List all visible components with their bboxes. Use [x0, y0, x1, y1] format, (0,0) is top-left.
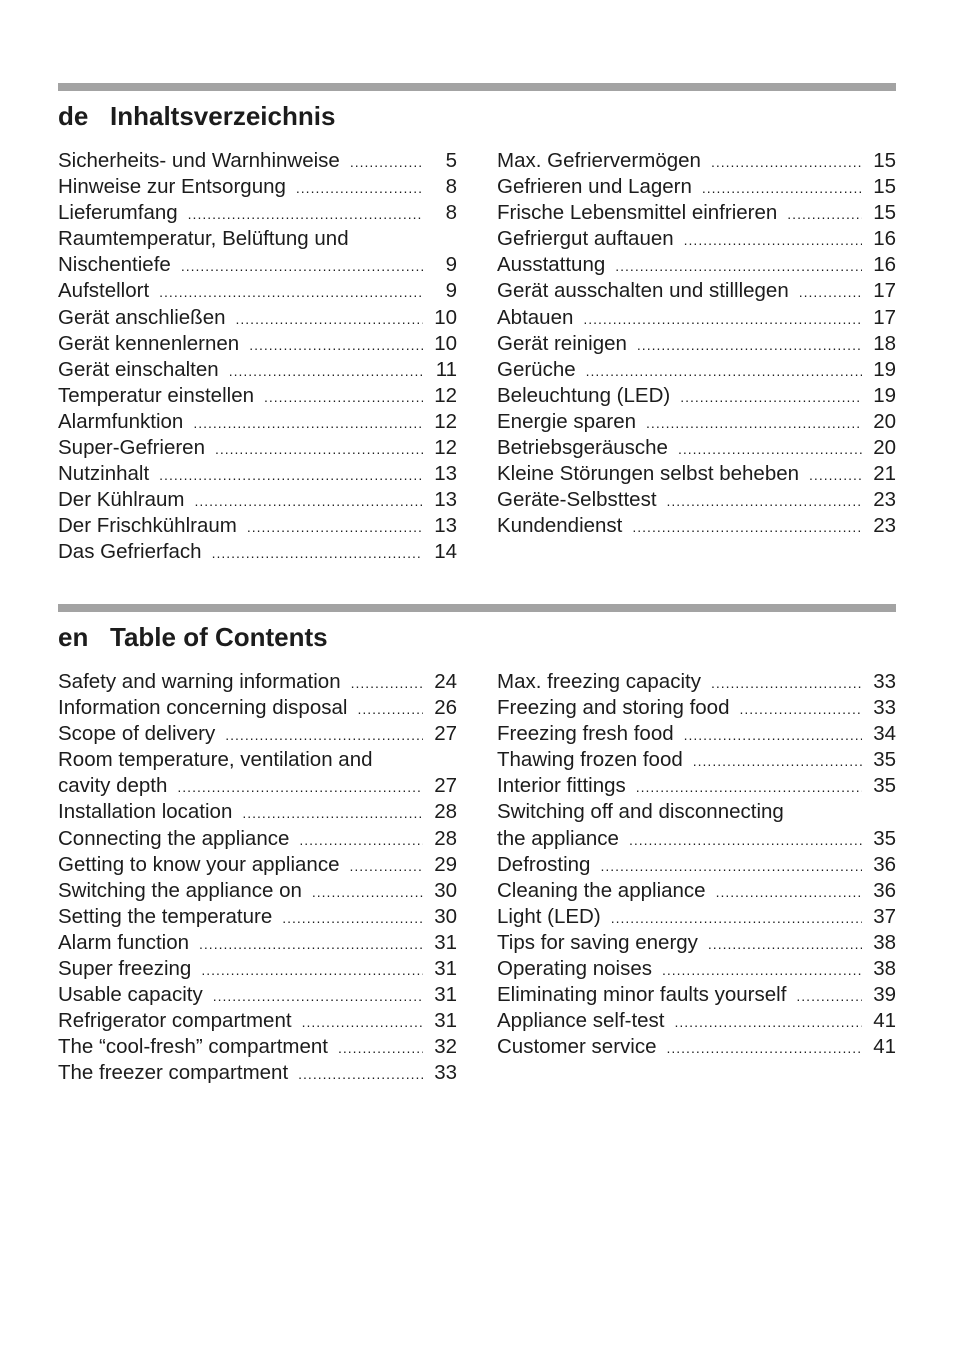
dot-leader	[264, 384, 423, 410]
toc-entry-title: Defrosting	[497, 852, 591, 876]
dot-leader	[711, 670, 862, 696]
dot-leader	[188, 201, 423, 227]
dot-leader	[299, 827, 423, 853]
dot-leader	[702, 175, 862, 201]
toc-entry-page: 5	[445, 149, 457, 172]
toc-entry-page: 34	[873, 722, 896, 746]
dot-leader	[615, 253, 862, 279]
toc-entry[interactable]	[58, 278, 457, 304]
toc-entry[interactable]	[497, 695, 896, 721]
dot-leader	[199, 931, 423, 957]
toc-column-right	[497, 669, 896, 1060]
toc-entry[interactable]	[497, 487, 896, 513]
toc-entry[interactable]	[497, 200, 896, 226]
toc-entry[interactable]	[58, 539, 457, 565]
toc-entry-page: 32	[434, 1035, 457, 1059]
toc-entry[interactable]	[58, 747, 457, 773]
dot-leader	[586, 358, 862, 384]
toc-entry[interactable]	[58, 695, 457, 721]
toc-entry[interactable]	[497, 148, 896, 174]
language-code: en	[58, 622, 89, 652]
toc-entry[interactable]	[58, 956, 457, 982]
toc-entry[interactable]	[58, 1008, 457, 1034]
toc-entry-title: The freezer compartment	[58, 1061, 289, 1085]
dot-leader	[667, 488, 862, 514]
dot-leader	[159, 462, 423, 488]
toc-entry-page: 15	[873, 149, 896, 172]
toc-entry[interactable]	[497, 331, 896, 357]
section-divider	[58, 604, 896, 612]
toc-section-en	[58, 604, 896, 1084]
toc-entry-title: Kleine Störungen selbst beheben	[497, 462, 800, 486]
toc-entry-title: Information concerning disposal	[58, 696, 348, 720]
toc-entry[interactable]	[58, 252, 457, 278]
toc-entry-page: 11	[435, 357, 457, 381]
toc-entry-title: Operating noises	[497, 957, 652, 981]
toc-entry-page: 23	[873, 514, 896, 538]
toc-entry[interactable]	[497, 826, 896, 852]
toc-entry[interactable]	[497, 669, 896, 695]
toc-entry-page: 24	[434, 670, 457, 693]
toc-entry-title: Frische Lebensmittel einfrieren	[497, 201, 778, 225]
toc-entry-page: 36	[873, 852, 896, 876]
toc-entry[interactable]	[58, 461, 457, 487]
toc-entry[interactable]	[58, 799, 457, 825]
toc-column-left	[58, 148, 457, 566]
dot-leader	[296, 175, 423, 201]
toc-entry[interactable]	[497, 1008, 896, 1034]
dot-leader	[646, 410, 862, 436]
toc-entry[interactable]	[497, 357, 896, 383]
toc-entry-page: 39	[873, 983, 896, 1007]
toc-entry-page: 10	[434, 305, 457, 329]
dot-leader	[678, 436, 862, 462]
toc-entry-page: 9	[445, 279, 457, 303]
toc-entry[interactable]	[497, 174, 896, 200]
toc-entry-title: Raumtemperatur, Belüftung und	[58, 227, 349, 251]
dot-leader	[680, 384, 862, 410]
toc-entry-page: 16	[873, 227, 896, 251]
toc-entry[interactable]	[58, 1060, 457, 1086]
toc-entry-title: Gerät kennenlernen	[58, 331, 240, 355]
toc-entry-title: Sicherheits- und Warnhinweise	[58, 149, 340, 172]
toc-entry-title: Gefrieren und Lagern	[497, 175, 692, 199]
toc-entry-page: 33	[873, 670, 896, 693]
dot-leader	[201, 957, 423, 983]
toc-entry[interactable]	[58, 852, 457, 878]
toc-entry-title: Gerät reinigen	[497, 331, 627, 355]
dot-leader	[351, 670, 423, 696]
toc-entry-title: Gefriergut auftauen	[497, 227, 674, 251]
dot-leader	[212, 540, 423, 566]
dot-leader	[600, 853, 862, 879]
section-title: Inhaltsverzeichnis	[110, 101, 336, 131]
toc-entry[interactable]	[58, 174, 457, 200]
toc-entry-title: Switching off and disconnecting	[497, 800, 784, 824]
dot-leader	[684, 722, 862, 748]
toc-entry[interactable]	[497, 721, 896, 747]
toc-entry-page: 30	[434, 878, 457, 902]
toc-entry-title: Nutzinhalt	[58, 462, 150, 486]
toc-entry-title: Alarm function	[58, 930, 190, 954]
toc-entry-title: Der Kühlraum	[58, 488, 185, 512]
toc-entry-title: Safety and warning information	[58, 670, 341, 693]
toc-entry[interactable]	[58, 773, 457, 799]
toc-entry[interactable]	[497, 904, 896, 930]
toc-entry[interactable]	[58, 383, 457, 409]
dot-leader	[787, 201, 862, 227]
toc-entry-page: 13	[434, 514, 457, 538]
dot-leader	[247, 514, 423, 540]
toc-entry[interactable]	[497, 305, 896, 331]
toc-entry-page: 35	[873, 748, 896, 772]
dot-leader	[349, 853, 423, 879]
toc-entry[interactable]	[58, 982, 457, 1008]
toc-entry[interactable]	[497, 982, 896, 1008]
toc-entry-page: 10	[434, 331, 457, 355]
toc-entry-title: Usable capacity	[58, 983, 203, 1007]
dot-leader	[693, 748, 862, 774]
toc-entry[interactable]	[58, 305, 457, 331]
toc-entry-page: 18	[873, 331, 896, 355]
toc-entry-page: 15	[873, 201, 896, 225]
toc-entry-title: Super freezing	[58, 957, 192, 981]
toc-entry-title: Customer service	[497, 1035, 657, 1059]
toc-entry-title: Max. freezing capacity	[497, 670, 701, 693]
dot-leader	[632, 514, 862, 540]
toc-entry[interactable]	[58, 930, 457, 956]
dot-leader	[177, 774, 423, 800]
dot-leader	[799, 279, 862, 305]
dot-leader	[716, 879, 862, 905]
toc-entry-title: Hinweise zur Entsorgung	[58, 175, 286, 199]
toc-entry-page: 38	[873, 957, 896, 981]
dot-leader	[350, 149, 423, 175]
toc-entry-page: 17	[873, 305, 896, 329]
toc-entry-title: Temperatur einstellen	[58, 383, 254, 407]
dot-leader	[298, 1061, 423, 1087]
toc-entry-title: Cleaning the appliance	[497, 878, 706, 902]
toc-entry-page: 12	[434, 409, 457, 433]
dot-leader	[213, 983, 423, 1009]
dot-leader	[611, 905, 862, 931]
toc-entry[interactable]	[58, 878, 457, 904]
toc-entry-page: 28	[434, 826, 457, 850]
toc-entry-page: 19	[873, 357, 896, 381]
toc-entry[interactable]	[497, 383, 896, 409]
toc-entry-title: Beleuchtung (LED)	[497, 383, 671, 407]
toc-entry-title: Kundendienst	[497, 514, 623, 538]
toc-entry-page: 41	[873, 1035, 896, 1059]
toc-entry-title: the appliance	[497, 826, 619, 850]
toc-entry[interactable]	[497, 435, 896, 461]
toc-entry-title: Tips for saving energy	[497, 930, 698, 954]
toc-entry[interactable]	[497, 799, 896, 825]
toc-entry-page: 23	[873, 488, 896, 512]
toc-entry[interactable]	[58, 1034, 457, 1060]
dot-leader	[312, 879, 423, 905]
dot-leader	[249, 332, 423, 358]
toc-entry-page: 20	[873, 409, 896, 433]
toc-entry[interactable]	[58, 331, 457, 357]
toc-entry-page: 28	[434, 800, 457, 824]
toc-entry-title: Installation location	[58, 800, 233, 824]
toc-entry[interactable]	[497, 852, 896, 878]
toc-entry[interactable]	[497, 513, 896, 539]
toc-entry-title: Gerät anschließen	[58, 305, 226, 329]
dot-leader	[242, 800, 423, 826]
toc-entry[interactable]	[497, 278, 896, 304]
toc-entry-title: Ausstattung	[497, 253, 606, 277]
toc-entry-page: 13	[434, 488, 457, 512]
toc-entry-page: 20	[873, 436, 896, 460]
toc-entry-title: Scope of delivery	[58, 722, 216, 746]
toc-entry-title: Light (LED)	[497, 904, 601, 928]
toc-entry[interactable]	[58, 357, 457, 383]
toc-entry-title: Super-Gefrieren	[58, 436, 205, 460]
toc-entry[interactable]	[58, 409, 457, 435]
toc-entry-page: 38	[873, 930, 896, 954]
toc-entry-title: Abtauen	[497, 305, 574, 329]
toc-entry-page: 36	[873, 878, 896, 902]
toc-entry-title: Switching the appliance on	[58, 878, 302, 902]
dot-leader	[637, 332, 862, 358]
dot-leader	[636, 774, 862, 800]
dot-leader	[662, 957, 862, 983]
toc-entry[interactable]	[58, 513, 457, 539]
toc-entry[interactable]	[497, 1034, 896, 1060]
toc-entry-title: Lieferumfang	[58, 201, 178, 225]
toc-entry[interactable]	[497, 930, 896, 956]
dot-leader	[357, 696, 423, 722]
toc-entry-page: 27	[434, 722, 457, 746]
toc-entry-title: Room temperature, ventilation and	[58, 748, 373, 772]
dot-leader	[338, 1035, 423, 1061]
dot-leader	[282, 905, 423, 931]
toc-entry-page: 31	[434, 957, 457, 981]
toc-entry-page: 17	[873, 279, 896, 303]
toc-entry[interactable]	[58, 669, 457, 695]
dot-leader	[809, 462, 862, 488]
toc-entry[interactable]	[497, 773, 896, 799]
toc-entry[interactable]	[497, 747, 896, 773]
toc-entry-title: cavity depth	[58, 774, 168, 798]
toc-entry-title: Geräte-Selbsttest	[497, 488, 657, 512]
toc-entry-page: 31	[434, 1009, 457, 1033]
language-code: de	[58, 101, 89, 131]
toc-entry-title: Thawing frozen food	[497, 748, 683, 772]
toc-entry-page: 30	[434, 904, 457, 928]
toc-entry-page: 31	[434, 930, 457, 954]
section-heading	[58, 622, 328, 652]
toc-entry-title: Max. Gefriervermögen	[497, 149, 701, 172]
toc-entry[interactable]	[58, 826, 457, 852]
dot-leader	[229, 358, 423, 384]
dot-leader	[583, 306, 862, 332]
section-title: Table of Contents	[110, 622, 328, 652]
dot-leader	[225, 722, 423, 748]
dot-leader	[302, 1009, 423, 1035]
toc-entry-page: 33	[434, 1061, 457, 1085]
toc-entry[interactable]	[58, 904, 457, 930]
toc-entry-page: 21	[873, 462, 896, 486]
toc-entry[interactable]	[497, 409, 896, 435]
dot-leader	[796, 983, 862, 1009]
toc-entry-page: 12	[434, 436, 457, 460]
dot-leader	[215, 436, 423, 462]
toc-entry-page: 9	[445, 253, 457, 277]
toc-entry-title: Nischentiefe	[58, 253, 171, 277]
toc-entry-page: 16	[873, 253, 896, 277]
toc-entry[interactable]	[58, 148, 457, 174]
toc-entry-page: 35	[873, 774, 896, 798]
toc-entry-page: 8	[445, 201, 457, 225]
toc-entry-page: 41	[873, 1009, 896, 1033]
section-divider	[58, 83, 896, 91]
toc-entry-page: 29	[434, 852, 457, 876]
toc-entry[interactable]	[497, 956, 896, 982]
toc-entry-title: Freezing and storing food	[497, 696, 730, 720]
toc-entry-page: 8	[445, 175, 457, 199]
dot-leader	[675, 1009, 862, 1035]
toc-entry-title: Setting the temperature	[58, 904, 273, 928]
toc-entry-page: 19	[873, 383, 896, 407]
toc-entry-title: Connecting the appliance	[58, 826, 290, 850]
toc-entry-page: 35	[873, 826, 896, 850]
toc-entry-page: 31	[434, 983, 457, 1007]
toc-column-right	[497, 148, 896, 539]
toc-entry-title: Betriebsgeräusche	[497, 436, 668, 460]
dot-leader	[181, 253, 423, 279]
toc-entry[interactable]	[58, 487, 457, 513]
dot-leader	[684, 227, 862, 253]
toc-entry-title: Interior fittings	[497, 774, 626, 798]
dot-leader	[708, 931, 862, 957]
toc-entry-page: 33	[873, 696, 896, 720]
toc-entry[interactable]	[497, 252, 896, 278]
toc-entry-title: Der Frischkühlraum	[58, 514, 237, 538]
toc-entry[interactable]	[497, 878, 896, 904]
dot-leader	[667, 1035, 863, 1061]
toc-entry-page: 12	[434, 383, 457, 407]
toc-entry[interactable]	[58, 721, 457, 747]
toc-entry-page: 13	[434, 462, 457, 486]
section-heading	[58, 101, 335, 131]
toc-entry-title: Getting to know your appliance	[58, 852, 340, 876]
toc-entry-title: Refrigerator compartment	[58, 1009, 292, 1033]
toc-entry[interactable]	[497, 461, 896, 487]
toc-entry-page: 37	[873, 904, 896, 928]
toc-entry-title: Aufstellort	[58, 279, 150, 303]
dot-leader	[629, 827, 862, 853]
toc-entry-title: Das Gefrierfach	[58, 540, 202, 564]
toc-entry-page: 26	[434, 696, 457, 720]
toc-section-de	[58, 83, 896, 563]
toc-entry-title: The “cool-fresh” compartment	[58, 1035, 329, 1059]
toc-entry-title: Appliance self-test	[497, 1009, 665, 1033]
toc-entry-title: Eliminating minor faults yourself	[497, 983, 787, 1007]
toc-entry[interactable]	[497, 226, 896, 252]
toc-entry-page: 15	[873, 175, 896, 199]
dot-leader	[159, 279, 423, 305]
toc-entry[interactable]	[58, 200, 457, 226]
toc-entry-title: Gerüche	[497, 357, 576, 381]
toc-entry-title: Gerät einschalten	[58, 357, 219, 381]
toc-entry-title: Freezing fresh food	[497, 722, 674, 746]
toc-entry-title: Gerät ausschalten und stilllegen	[497, 279, 789, 303]
dot-leader	[711, 149, 862, 175]
dot-leader	[193, 410, 423, 436]
toc-entry-title: Energie sparen	[497, 409, 637, 433]
toc-entry-page: 27	[434, 774, 457, 798]
toc-entry-title: Alarmfunktion	[58, 409, 184, 433]
toc-entry[interactable]	[58, 226, 457, 252]
toc-entry[interactable]	[58, 435, 457, 461]
dot-leader	[739, 696, 862, 722]
toc-column-left	[58, 669, 457, 1087]
dot-leader	[194, 488, 423, 514]
dot-leader	[236, 306, 423, 332]
toc-entry-page: 14	[434, 540, 457, 564]
